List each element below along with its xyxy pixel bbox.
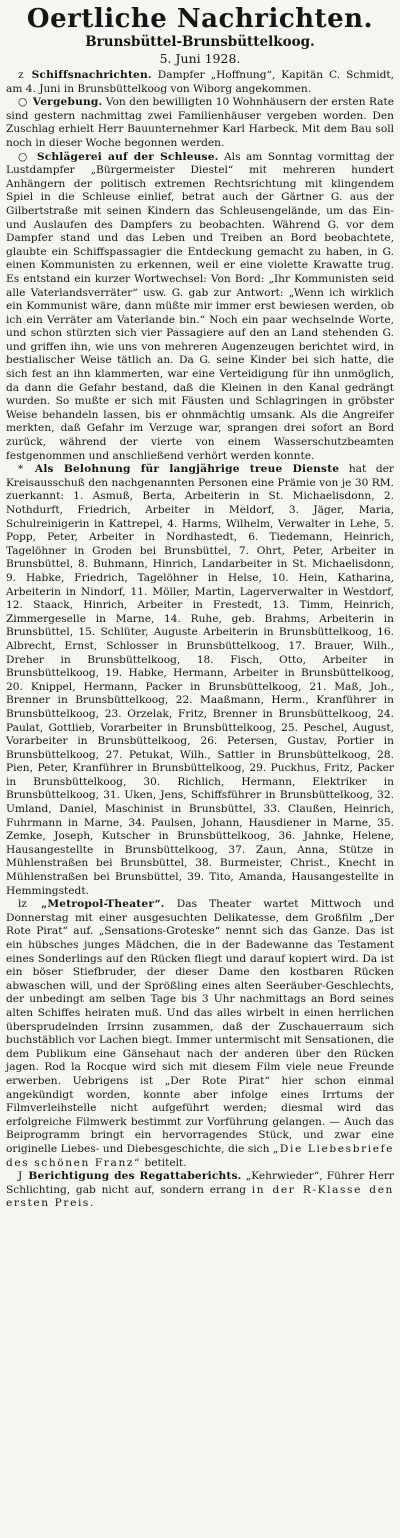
article-marker: lz: [18, 898, 27, 911]
article-brawl-at-lock: [6, 151, 394, 464]
locality-subtitle: Brunsbüttel-Brunsbüttelkoog.: [85, 34, 315, 50]
article-body-end: betitelt.: [144, 1156, 187, 1169]
article-body: Von den bewilligten 10 Wohnhäusern der ersten Rate sind gestern nachmittag zwei Familienhäuser vergeben worden. Den Zuschlag erhielt Herr Bauunternehmer Karl Harbeck. Mit dem Bau soll noch in dieser Woche begonnen werden.: [6, 96, 395, 149]
article-regatta-correction: [6, 1170, 394, 1211]
article-marker: *: [18, 463, 24, 476]
article-body: Als am Sonntag vormittag der Lustdampfer „Bürgermeister Diestel“ mit mehreren hundert Anhängern der politisch extremen Rechtsrichtung mit klingendem Spiel in die Schleuse einlief, betrat auch der Gärtner G. aus der Gilbertstraße mit seinen Kindern das Schleusengelände, um das Ein- und Auslaufen des Dampfers zu beobachten. Während G. vor dem Dampfer stand und das Leben und Treiben an Bord beobachtete, glaubte ein Schiffspassagier die Entdeckung gemacht zu haben, in G. einen Kommunisten zu erkennen, weil er eine violette Krawatte trug. Es entstand ein kurzer Wortwechsel: Von Bord: „Ihr Kommunisten seid alle Vaterlandsverräter“ usw. G. gab zur Antwort: „Wenn ich wirklich ein Kommunist wäre, dann müßte mir immer erst bewiesen werden, ob ich ein Verräter am Vaterlande bin.“ Noch ein paar wechselnde Worte, und schon stürzten sich vier Passagiere auf den an Land stehenden G. und griffen ihn, wie uns von mehreren Augenzeugen berichtet wird, in bestialischer Weise tätlich an. Da G. seine Kinder bei sich hatte, die sich fest an ihn klammerten, war eine Verteidigung für ihn unmöglich, da dann die Gefahr bestand, daß die Kleinen in den Kanal gedrängt wurden. So mußte er sich mit Fäusten und Schlagringen in gröbster Weise behandeln lassen, bis er ohnmächtig umsank. Als die Angreifer merkten, daß Gefahr im Verzuge war, sprangen drei sofort an Bord zurück, während der vierte von einem Wasserschutzbeamten festgenommen und anschließend verhört werden konnte.: [6, 150, 394, 462]
article-body: Das Theater wartet Mittwoch und Donnerstag mit einer ausgesuchten Delikatesse, dem Großfilm „Der Rote Pirat“ auf. „Sensations-Groteske“ nennt sich das Ganze. Das ist ein hübsches junges Mädchen, die in der Badewanne das Testament eines Sonderlings auf den Rücken fliegt und darauf kopiert wird. Da ist ein böser Stiefbruder, der dieser Dame den kostbaren Rücken abwaschen will, und der Sprößling eines alten Seeräuber-Geschlechts, der unbedingt am selben Tage bis 3 Uhr nachmittags an Bord seines alten Schiffes heiraten muß. Und das alles wirbelt in einen herrlichen übersprudelnden Irrsinn zusammen, daß der Zuschauerraum sich buchstäblich vor Lachen biegt. Immer untermischt mit Sensationen, die dem Publikum eine Gänsehaut nach der anderen über den Rücken jagen. Rod la Rocque wird sich mit diesem Film viele neue Freunde erwerben. Uebrigens ist „Der Rote Pirat“ hier schon einmal angekündigt worden, konnte aber infolge eines Irrtums der Filmverleihstelle nicht aufgeführt werden; diesmal wird das erfolgreiche Filmwerk bestimmt zur Vorführung gelangen. — Auch das Beiprogramm bringt ein hervorragendes Stück, und zwar eine originelle Liebes- und Diebesgeschichte, die sich: [6, 898, 394, 1155]
page-title: Oertliche Nachrichten.: [26, 4, 374, 34]
article-metropol-theater: [6, 898, 394, 1170]
masthead: [6, 4, 394, 67]
article-headline: Schiffsnachrichten.: [31, 69, 152, 81]
article-headline: Schlägerei auf der Schleuse.: [36, 150, 219, 163]
dateline: 5. Juni 1928.: [159, 51, 241, 66]
article-body: hat der Kreisausschuß den nachgenannten Personen eine Prämie von je 30 RM. zuerkannt: 1. Asmuß, Berta, Arbeiterin in St. Michaelisdonn, 2. Nothdurft, Friedrich, Arbeiter in Meldorf, 3. Jäger, Maria, Schulreinigerin in Kattrepel, 4. Harms, Wilhelm, Verwalter in Lehe, 5. Popp, Peter, Arbeiter in Nordhastedt, 6. Tiedemann, Heinrich, Tagelöhner in Groden bei Brunsbüttel, 7. Ohrt, Peter, Arbeiter in Brunsbüttel, 8. Buhmann, Hinrich, Landarbeiter in St. Michaelisdonn, 9. Habke, Friedrich, Tagelöhner in Helse, 10. Hein, Katharina, Arbeiterin in Nindorf, 11. Möller, Martin, Lagerverwalter in Westdorf, 12. Staack, Hinrich, Arbeiter in Frestedt, 13. Timm, Heinrich, Zimmergeselle in Marne, 14. Ruhe, geb. Brahms, Arbeiterin in Brunsbüttel, 15. Schlüter, Auguste Arbeiterin in Brunsbüttelkoog, 16. Albrecht, Ernst, Schlosser in Brunsbüttelkoog, 17. Brauer, Wilh., Dreher in Brunsbüttelkoog, 18. Fisch, Otto, Arbeiter in Brunsbüttelkoog, 19. Habke, Hermann, Arbeiter in Brunsbüttelkoog, 20. Knippel, Hermann, Packer in Brunsbüttelkoog, 21. Maß, Joh., Brenner in Brunsbüttelkoog, 22. Maaßmann, Herm., Kranführer in Brunsbüttelkoog, 23. Orzelak, Fritz, Brenner in Brunsbüttelkoog, 24. Paulat, Gottlieb, Vorarbeiter in Brunsbüttelkoog, 25. Peschel, August, Vorarbeiter in Brunsbüttelkoog, 26. Petersen, Gustav, Portier in Brunsbüttelkoog, 27. Petukat, Wilh., Sattler in Brunsbüttelkoog, 28. Pien, Peter, Kranführer in Brunsbüttelkoog, 29. Puckhus, Fritz, Packer in Brunsbüttelkoog, 30. Richlich, Hermann, Elektriker in Brunsbüttelkoog, 31. Uken, Jens, Schiffsführer in Brunsbüttelkoog, 32. Umland, Daniel, Maschinist in Brunsbüttel, 33. Claußen, Heinrich, Fuhrmann in Marne, 34. Paulsen, Johann, Hausdiener in Marne, 35. Zemke, Joseph, Kutscher in Brunsbüttelkoog, 36. Jahnke, Helene, Hausangestellte in Brunsbüttelkoog, 37. Zaun, Anna, Stütze in Mühlenstraßen bei Brunsbüttel, 38. Burmeister, Christ., Knecht in Mühlenstraßen bei Brunsbüttel, 39. Tito, Amanda, Hausangestellte in Hemmingstedt.: [6, 463, 394, 897]
article-headline: Vergebung.: [32, 96, 103, 109]
article-marker: J: [18, 1170, 23, 1183]
article-body: Dampfer „Hoffnung“, Kapitän C. Schmidt, am 4. Juni in Brunsbüttelkoog von Wiborg angekommen.: [6, 69, 394, 95]
article-shipping-news: [6, 69, 394, 96]
article-service-awards: [6, 463, 394, 898]
article-allocation: [6, 96, 394, 150]
article-marker: ○: [18, 96, 28, 109]
article-column: [6, 69, 394, 1211]
article-headline: Berichtigung des Regattaberichts.: [28, 1170, 242, 1183]
article-headline: Als Belohnung für langjährige treue Dienste: [34, 463, 340, 476]
article-marker: z: [18, 69, 24, 81]
article-marker: ○: [18, 150, 30, 163]
article-body-spaced: in der R-Klasse den ersten Preis.: [6, 1183, 394, 1210]
film-title-spaced: „Die Liebesbriefe des schönen Franz“: [6, 1142, 394, 1169]
article-headline: „Metropol-Theater“.: [41, 898, 165, 911]
article-body: „Kehrwieder“, Führer Herr Schlichting, gab nicht auf, sondern errang: [6, 1170, 394, 1196]
